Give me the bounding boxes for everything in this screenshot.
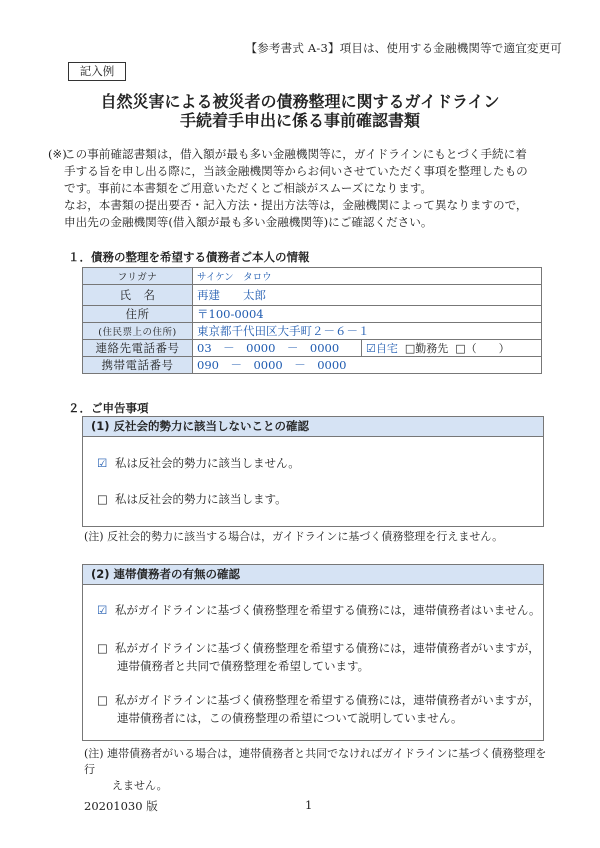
intro-line: です。事前に本書類をご用意いただくとご相談がスムーズになります。: [64, 181, 432, 195]
contact-work-checkbox[interactable]: □勤務先: [404, 342, 449, 355]
section2-heading: ２．ご申告事項: [68, 401, 149, 415]
antisocial-option-is[interactable]: [97, 490, 287, 508]
contact-phone-field[interactable]: 03 － 0000 － 0000: [193, 340, 362, 357]
checkbox-icon[interactable]: □: [97, 492, 108, 506]
contact-home-checkbox[interactable]: ☑自宅: [366, 342, 398, 355]
page-number: 1: [305, 798, 313, 812]
contact-phone-label: 連絡先電話番号: [83, 340, 193, 357]
contact-type-options: [362, 340, 542, 357]
mobile-phone-field[interactable]: 090 － 0000 － 0000: [193, 357, 542, 374]
intro-line: この事前確認書類は，借入額が最も多い金融機関等に，ガイドラインにもとづく手続に着: [64, 147, 527, 161]
joint-debtor-option-not-explained[interactable]: [97, 691, 540, 727]
address-sub-label: (住民票上の住所): [83, 323, 193, 340]
intro-line: なお，本書類の提出要否・記入方法・提出方法等は，金融機関によって異なりますので，: [64, 198, 528, 212]
furigana-label: フリガナ: [83, 268, 193, 285]
version-label: 20201030 版: [84, 799, 158, 813]
section1-heading: １．債務の整理を希望する債務者ご本人の情報: [68, 250, 310, 264]
intro-line: 手する旨を申し出る際に，当該金融機関等からお伺いさせていただく事項を整理したもの: [64, 164, 528, 178]
checkbox-icon[interactable]: □: [97, 693, 108, 707]
option-text-cont: 連帯債務者には，この債務整理の希望について説明していません。: [117, 711, 463, 725]
option-text: 私は反社会的勢力に該当します。: [115, 492, 287, 506]
joint-debtor-box-title: (2) 連帯債務者の有無の確認: [83, 565, 543, 585]
joint-debtor-option-joint[interactable]: [97, 639, 540, 675]
joint-debtor-option-none[interactable]: [97, 601, 541, 619]
note-antisocial: (注) 反社会的勢力に該当する場合は，ガイドラインに基づく債務整理を行えません。: [84, 530, 504, 543]
contact-other-checkbox[interactable]: □（ ）: [455, 342, 510, 355]
antisocial-check-box: [82, 416, 544, 527]
note-line: (注) 連帯債務者がいる場合は，連帯債務者と共同でなければガイドラインに基づく債務整理を行: [84, 747, 547, 776]
checkbox-checked-icon[interactable]: ☑: [97, 603, 108, 617]
debtor-info-table: [82, 267, 542, 374]
option-text-cont: 連帯債務者と共同で債務整理を希望しています。: [117, 659, 370, 673]
example-label: 記入例: [68, 62, 126, 81]
header-note: 【参考書式 A-3】項目は、使用する金融機関等で適宜変更可: [245, 41, 562, 55]
name-label: 氏 名: [83, 285, 193, 306]
furigana-field[interactable]: サイケン タロウ: [193, 268, 542, 285]
option-text: 私がガイドラインに基づく債務整理を希望する債務には，連帯債務者がいますが，: [115, 693, 540, 707]
note-joint-debtor: [84, 746, 554, 794]
note-line: えません。: [112, 779, 168, 792]
intro-line: 申出先の金融機関等(借入額が最も多い金融機関等)にご確認ください。: [64, 215, 433, 229]
antisocial-box-title: (1) 反社会的勢力に該当しないことの確認: [83, 417, 543, 437]
address-field[interactable]: 東京都千代田区大手町２－６－１: [193, 323, 542, 340]
name-field[interactable]: 再建 太郎: [193, 285, 542, 306]
address-label: 住所: [83, 306, 193, 323]
joint-debtor-check-box: [82, 564, 544, 741]
checkbox-checked-icon[interactable]: ☑: [97, 456, 108, 470]
title-line-2: 手続着手申出に係る事前確認書類: [179, 111, 420, 130]
title-line-1: 自然災害による被災者の債務整理に関するガイドライン: [100, 92, 500, 111]
intro-paragraph: [48, 146, 554, 231]
checkbox-icon[interactable]: □: [97, 641, 108, 655]
option-text: 私がガイドラインに基づく債務整理を希望する債務には，連帯債務者がいますが，: [115, 641, 540, 655]
option-text: 私がガイドラインに基づく債務整理を希望する債務には，連帯債務者はいません。: [115, 603, 541, 617]
option-text: 私は反社会的勢力に該当しません。: [115, 456, 300, 470]
intro-mark: (※): [48, 147, 67, 161]
antisocial-option-not[interactable]: [97, 454, 300, 472]
postal-field[interactable]: 〒100-0004: [193, 306, 542, 323]
mobile-phone-label: 携帯電話番号: [83, 357, 193, 374]
